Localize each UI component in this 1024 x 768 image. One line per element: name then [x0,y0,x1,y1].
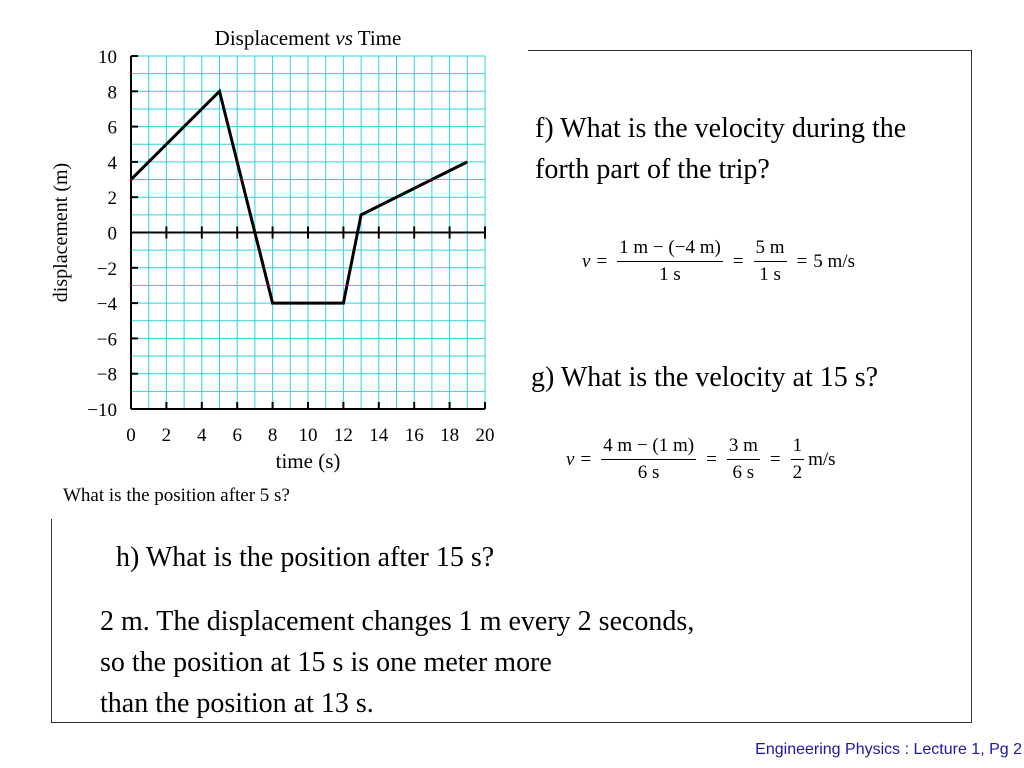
answer-h [100,601,900,724]
x-tick-labels [126,425,494,446]
x-tick-label: 2 [161,425,172,446]
y-tick-label: 10 [98,47,117,68]
question-g: g) What is the velocity at 15 s? [531,362,879,393]
y-tick-label: −4 [96,294,117,316]
y-axis-label: displacement (m) [50,162,72,303]
eq-g-result: m/s [808,448,836,470]
equation-g [566,436,836,483]
chart-caption: What is the position after 5 s? [63,485,290,506]
eq-g-frac2-denominator: 6 s [732,462,755,483]
eq-g-frac1-numerator: 4 m − (1 m) [601,436,696,460]
eq-g-equals-2: = [706,448,717,470]
x-tick-label: 16 [404,425,424,446]
footer-lecture-label: Engineering Physics : Lecture 1, Pg 2 [755,741,1022,758]
eq-g-fraction-3 [791,436,805,483]
eq-g-fraction-1 [601,436,696,483]
eq-g-frac1-denominator: 6 s [637,462,660,483]
x-tick-label: 0 [126,425,136,446]
eq-g-fraction-2 [727,436,760,483]
y-tick-labels [87,47,117,421]
eq-f-fraction-2 [754,238,787,285]
chart-title-part: vs [335,26,353,50]
x-tick-label: 14 [369,425,389,446]
chart-title-part: Displacement [214,26,336,50]
displacement-time-chart [0,0,520,520]
frame-left-border [51,519,52,723]
y-tick-label: −8 [96,364,117,386]
x-tick-label: 20 [475,425,495,446]
eq-f-equals-3: = [796,250,808,272]
answer-h-line-2: so the position at 15 s is one meter more [100,647,552,678]
equation-f [582,238,855,285]
x-tick-label: 4 [197,425,207,446]
eq-f-equals-1: = [596,250,608,272]
eq-f-equals-2: = [732,250,744,272]
answer-h-line-1: 2 m. The displacement changes 1 m every 2 seconds, [100,606,695,637]
eq-g-variable: v [566,448,575,470]
y-tick-label: −2 [96,258,117,280]
y-tick-label: 6 [107,117,117,139]
x-tick-label: 18 [440,425,460,446]
chart-title-part: Time [352,26,402,50]
question-h: h) What is the position after 15 s? [116,542,495,573]
x-axis-label: time (s) [275,449,341,473]
x-tick-label: 6 [232,425,242,446]
y-tick-label: 0 [107,223,117,245]
eq-g-frac3-denominator: 2 [792,462,803,483]
eq-f-fraction-1 [617,238,723,285]
eq-f-frac1-numerator: 1 m − (−4 m) [617,238,723,262]
y-tick-label: 4 [107,152,117,174]
y-tick-label: −10 [87,400,117,421]
frame-top-border [528,50,972,51]
x-tick-label: 8 [267,425,278,446]
eq-g-equals-1: = [580,448,592,470]
answer-h-line-3: than the position at 13 s. [100,688,374,719]
y-tick-label: 2 [107,188,117,210]
eq-g-equals-3: = [769,448,781,470]
eq-f-variable: v [582,250,591,272]
eq-g-frac3-numerator: 1 [791,436,805,460]
eq-g-frac2-numerator: 3 m [727,436,760,460]
eq-f-frac2-numerator: 5 m [754,238,787,262]
question-f: f) What is the velocity during the forth part of the trip? [535,113,907,185]
x-tick-label: 10 [298,425,318,446]
eq-f-result: 5 m/s [813,250,855,272]
y-tick-label: −6 [96,329,117,351]
x-tick-label: 12 [333,425,353,446]
chart-title [215,26,402,50]
y-tick-label: 8 [107,82,117,104]
eq-f-frac1-denominator: 1 s [659,264,681,285]
eq-f-frac2-denominator: 1 s [759,264,781,285]
frame-right-border [971,50,972,723]
